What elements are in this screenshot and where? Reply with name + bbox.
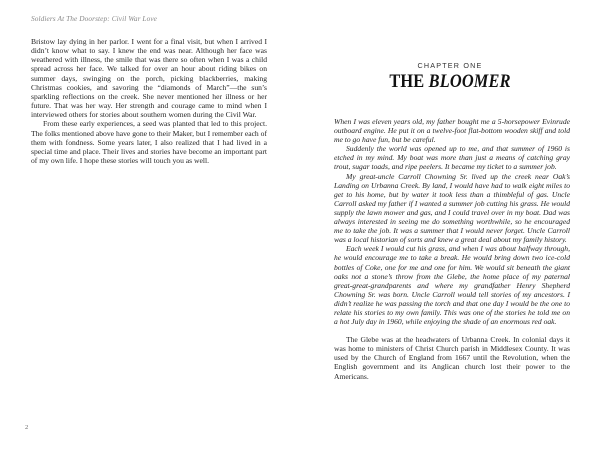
page-number: 2: [25, 424, 29, 431]
chapter-label: CHAPTER ONE: [417, 61, 483, 70]
right-page: [300, 0, 600, 450]
italic-paragraph: Suddenly the world was opened up to me, and that summer of 1960 is etched in my mind. My boat was more than just a means of catching gray trout, sugar toads, and ripe peelers. It became my ticket to a summer job.: [334, 144, 570, 172]
body-paragraph: From these early experiences, a seed was planted that led to this project. The folks mentioned above have gone to their Maker, but I remember each of them with fondness. Some years later, I also realized that I had lived in a special time and place. Their lives and stories have become an important part of my own life. I hope these stories will touch you as well.: [31, 119, 267, 166]
body-paragraph: Bristow lay dying in her parlor. I went for a final visit, but when I arrived I didn’t know what to say. I knew the end was near. Although her face was weathered with illness, the smile that was there so often when I was a child spread across her face. We talked for over an hour about riding bikes on summer days, swinging on the porch, picking blackberries, making Christmas cookies, and savoring the “diamonds of March”—the sun’s sparkling reflections on the creek. She never mentioned her illness or her future. That was her way. Her strength and courage came to mind when I interviewed others for stories about southern women during the Civil War.: [31, 37, 267, 120]
italic-paragraph: My great-uncle Carroll Chowning Sr. lived up the creek near Oak’s Landing on Urbanna Creek. By land, I would have had to walk eight miles to get to his home, but by water it took less than a thimbleful of gas. Uncle Carroll asked my father if I wanted a summer job cutting his grass. He would supply the lawn mower and gas, and I could travel over in my boat. Dad was always interested in seeing me do something worthwhile, so he encouraged me to take the job. It was a summer that I would never forget. Uncle Carroll was a local historian of sorts and knew a great deal about my family history.: [334, 171, 570, 245]
italic-paragraph: When I was eleven years old, my father bought me a 5-horsepower Evinrude outboard engine. He put it on a twelve-foot flat-bottom wooden skiff and told me to go have fun, but be careful.: [334, 117, 570, 145]
left-page-body: [31, 37, 267, 165]
chapter-title: [321, 71, 579, 93]
chapter-title-italic: BLOOMER: [428, 71, 511, 92]
italic-paragraph: Each week I would cut his grass, and when I was about halfway through, he would encourage me to take a break. He would bring down two ice-cold bottles of Coke, one for me and one for him. We would sit beneath the giant oaks not a stone’s throw from the Glebe, the home place of my paternal great-great-grandparents and where my grandfather Henry Shepherd Chowning Sr. was born. Uncle Carroll would tell stories of my ancestors. I didn’t realize he was passing the torch and that one day I would be the one to relate his stories to my own family. This was one of the stories he told me on a hot July day in 1960, while enjoying the shade of an enormous red oak.: [334, 244, 570, 327]
body-paragraph: The Glebe was at the headwaters of Urbanna Creek. In colonial days it was home to ministers of Christ Church parish in Middlesex County. It was used by the Church of England from 1667 until the Revolution, when the English government and its Anglican church lost their power to the Americans.: [334, 335, 570, 381]
chapter-title-plain: THE: [389, 71, 429, 92]
running-head: Soldiers At The Doorstep: Civil War Love: [31, 14, 158, 23]
right-page-body: [334, 117, 570, 381]
